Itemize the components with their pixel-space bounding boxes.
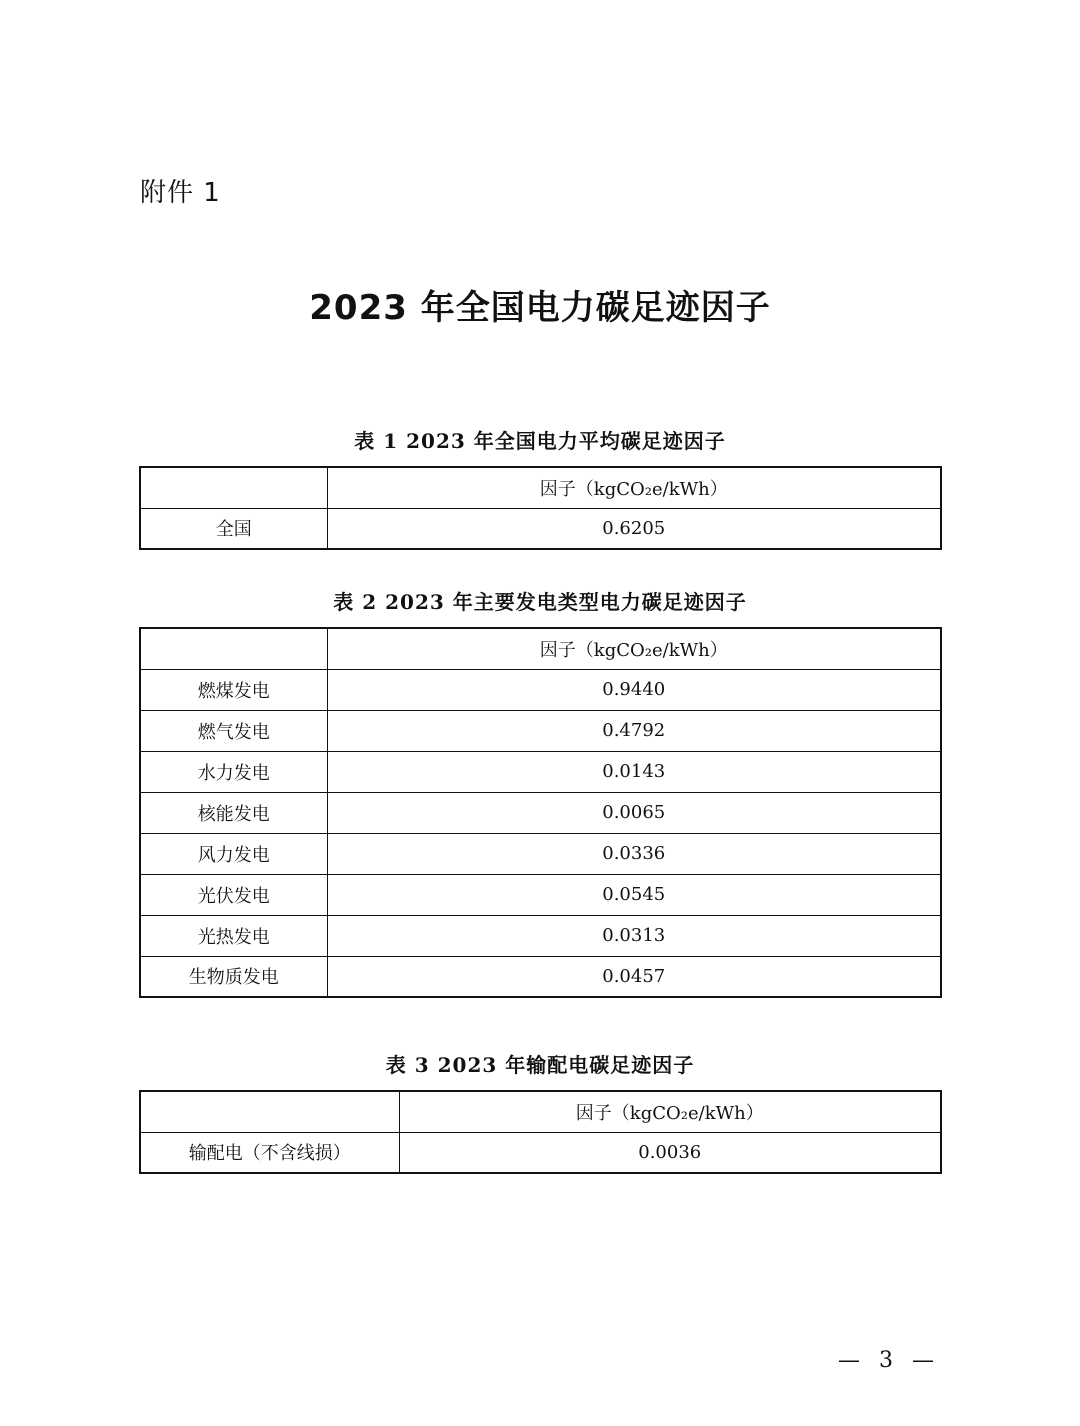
row-value: 0.0336: [327, 833, 941, 874]
table-1-caption: 表 1 2023 年全国电力平均碳足迹因子: [354, 429, 726, 453]
row-value: 0.4792: [327, 710, 941, 751]
table-3-caption: 表 3 2023 年输配电碳足迹因子: [385, 1053, 695, 1077]
table-row: [140, 710, 941, 751]
row-name: 燃煤发电: [140, 669, 327, 710]
table-1: [139, 466, 942, 550]
table-3: [139, 1090, 942, 1174]
table-header-row: [140, 467, 941, 508]
row-name: 输配电（不含线损）: [140, 1132, 399, 1173]
row-name: 核能发电: [140, 792, 327, 833]
page-title: 2023 年全国电力碳足迹因子: [309, 288, 771, 328]
row-name: 水力发电: [140, 751, 327, 792]
header-cell-blank: [140, 467, 327, 508]
header-cell-factor: 因子（kgCO₂e/kWh）: [327, 467, 941, 508]
row-value: 0.0545: [327, 874, 941, 915]
row-name: 生物质发电: [140, 956, 327, 997]
row-name: 燃气发电: [140, 710, 327, 751]
attachment-label: 附件 1: [140, 178, 221, 208]
table-row: [140, 833, 941, 874]
table-row: [140, 915, 941, 956]
table-header-row: [140, 628, 941, 669]
header-cell-factor: 因子（kgCO₂e/kWh）: [327, 628, 941, 669]
header-cell-blank: [140, 1091, 399, 1132]
row-name: 风力发电: [140, 833, 327, 874]
table-header-row: [140, 1091, 941, 1132]
table-row: [140, 1132, 941, 1173]
row-name: 光伏发电: [140, 874, 327, 915]
row-value: 0.9440: [327, 669, 941, 710]
header-cell-factor: 因子（kgCO₂e/kWh）: [399, 1091, 941, 1132]
header-cell-blank: [140, 628, 327, 669]
row-value: 0.0143: [327, 751, 941, 792]
row-value: 0.0313: [327, 915, 941, 956]
row-value: 0.6205: [327, 508, 941, 549]
table-2-caption: 表 2 2023 年主要发电类型电力碳足迹因子: [333, 590, 747, 614]
table-row: [140, 669, 941, 710]
page-number: — 3 —: [838, 1348, 940, 1373]
table-row: [140, 508, 941, 549]
table-row: [140, 956, 941, 997]
row-value: 0.0065: [327, 792, 941, 833]
row-name: 全国: [140, 508, 327, 549]
row-name: 光热发电: [140, 915, 327, 956]
table-row: [140, 751, 941, 792]
row-value: 0.0036: [399, 1132, 941, 1173]
table-2: [139, 627, 942, 998]
row-value: 0.0457: [327, 956, 941, 997]
table-row: [140, 792, 941, 833]
table-row: [140, 874, 941, 915]
